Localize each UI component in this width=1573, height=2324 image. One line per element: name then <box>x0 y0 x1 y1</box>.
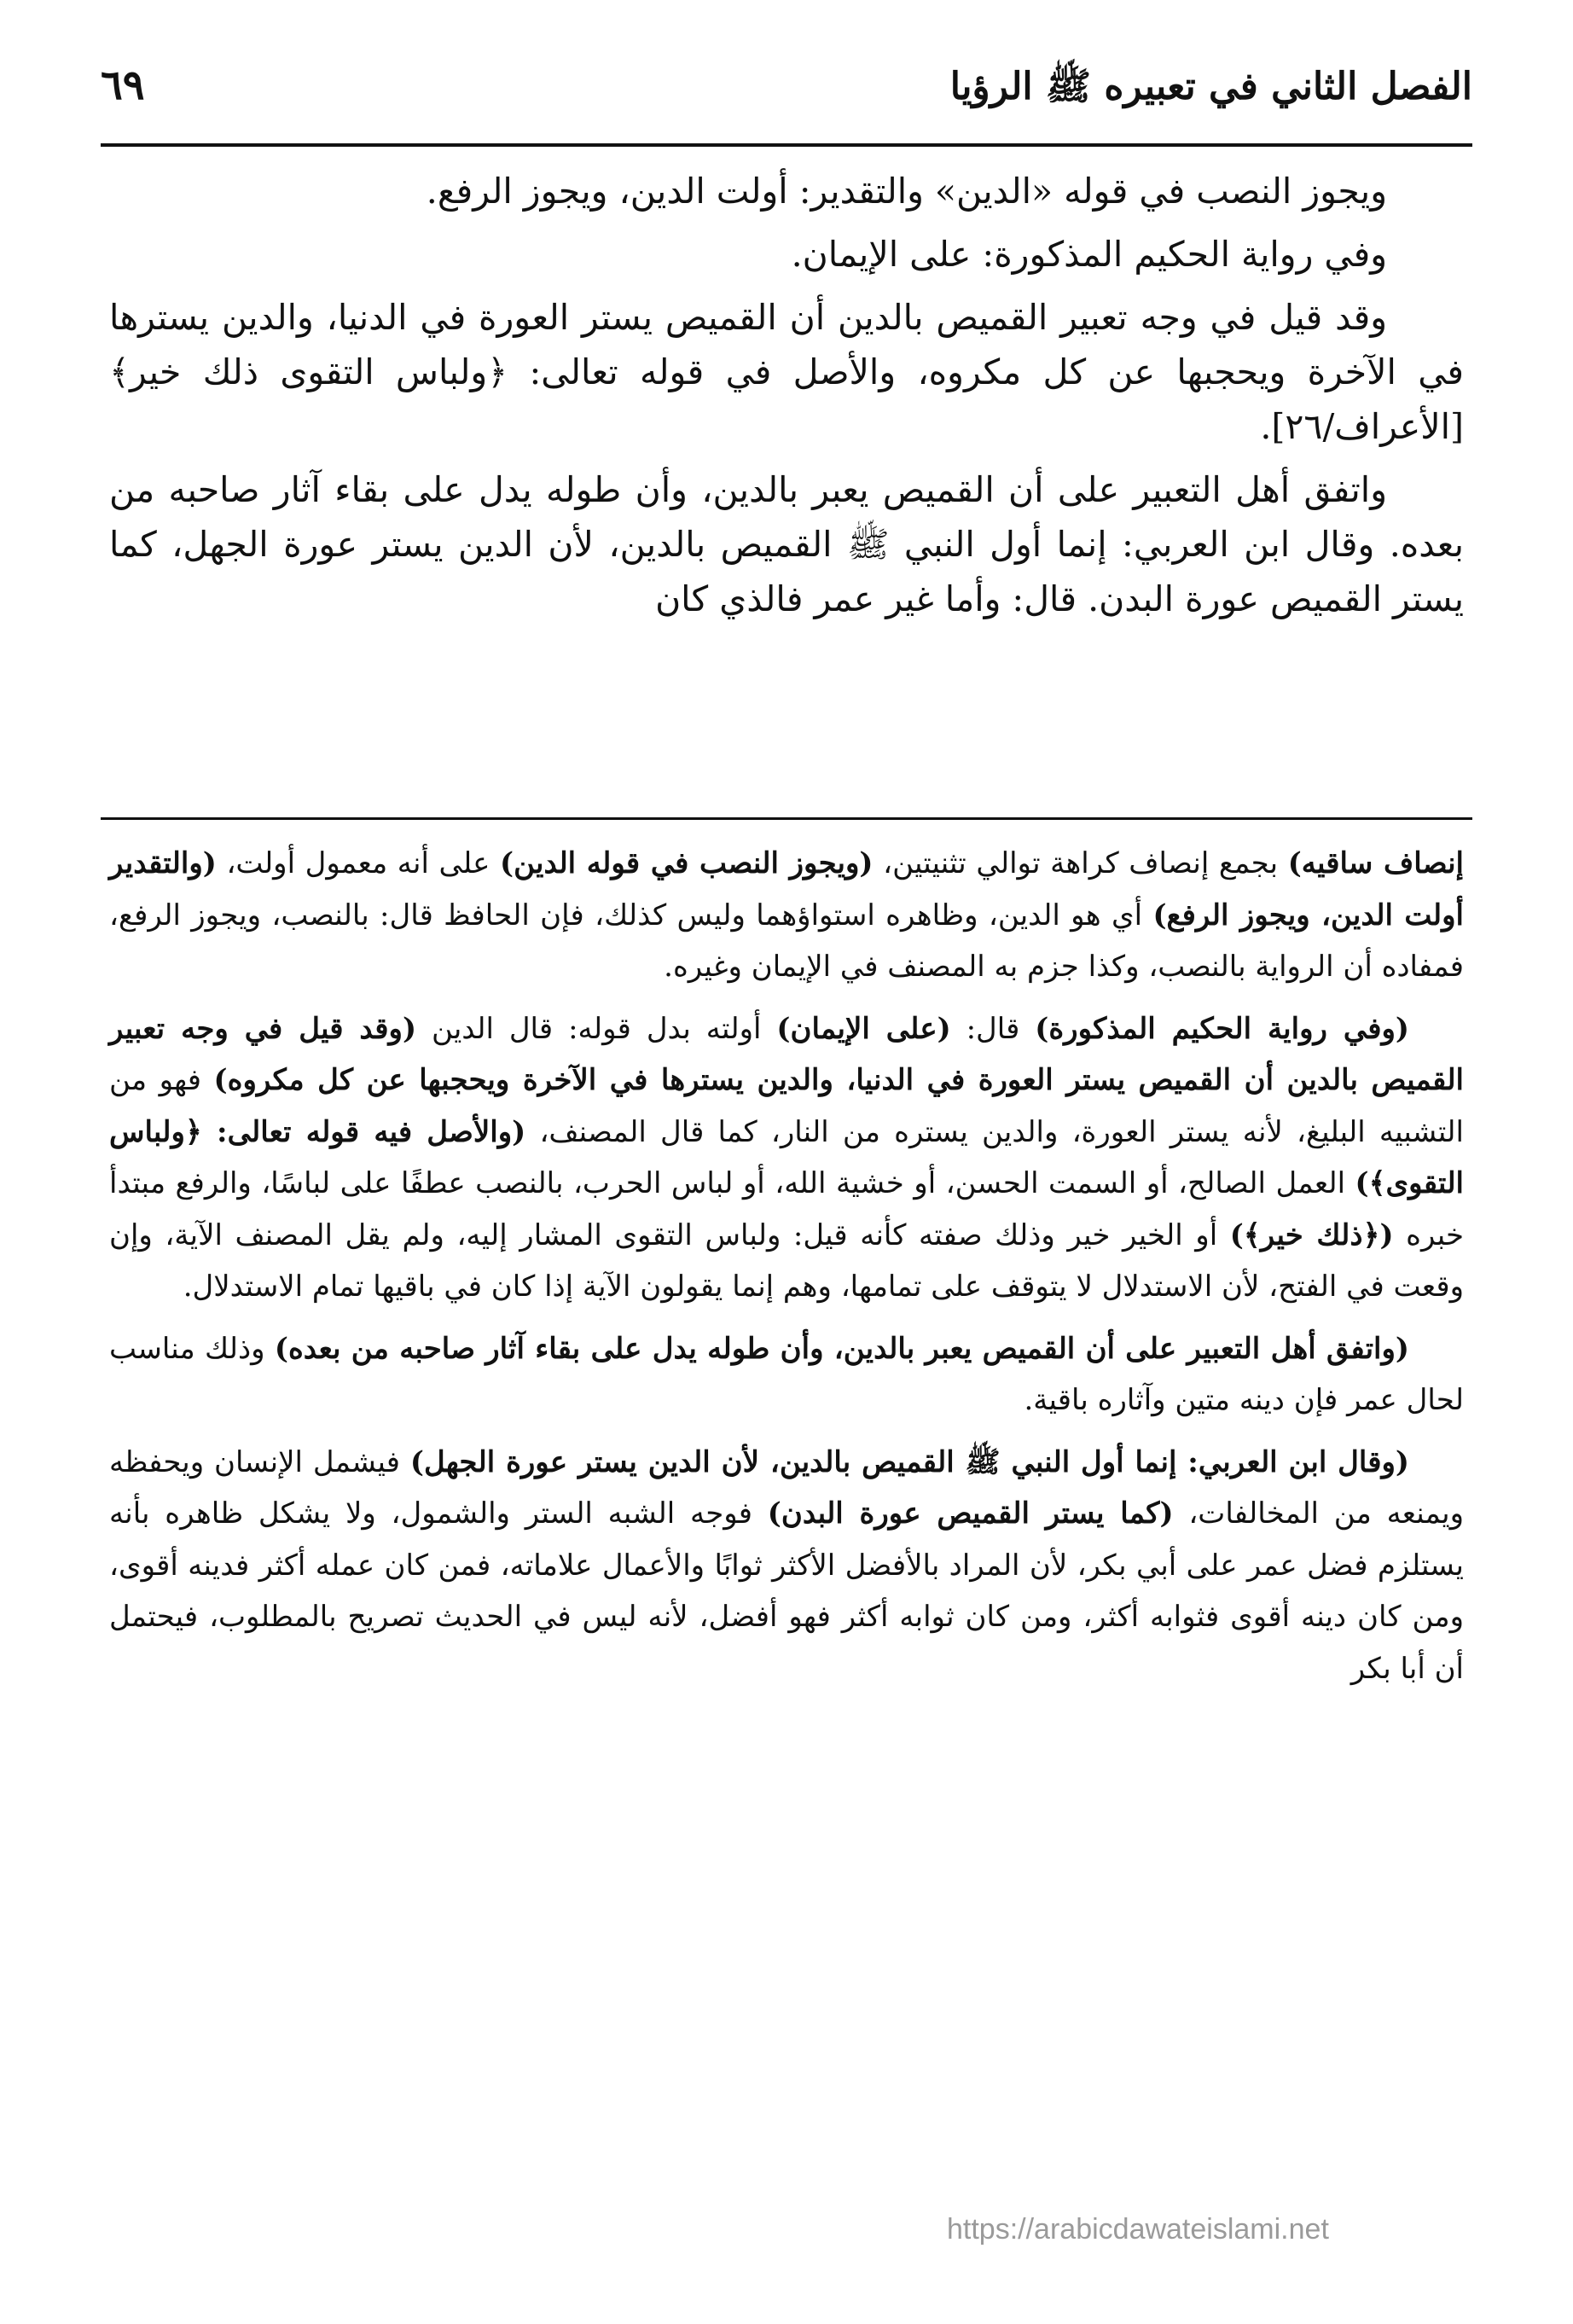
quoted-text: (﴿ذلك خير﴾) <box>1229 1217 1394 1252</box>
commentary-text: فيشمل الإنسان ويحفظه ويمنعه من المخالفات، <box>109 1444 1465 1531</box>
commentary-text: أو الخير خير وذلك صفته كأنه قيل: ولباس التقوى المشار إليه، ولم يقل المصنف الآية، وإن وقعت في الفتح، لأن الاستدلال لا يتوقف على تمامها، وهم إنما يقولون الآية إذا كان في باقيها تمام الاستدلال. <box>109 1217 1464 1304</box>
commentary-text: فوجه الشبه الستر والشمول، ولا يشكل ظاهره بأنه يستلزم فضل عمر على أبي بكر، لأن المراد بالأفضل الأكثر ثوابًا والأعمال علاماته، فمن كان عمله أكثر فدينه أقوى، ومن كان دينه أقوى فثوابه أكثر، ومن كان ثوابه أكثر فهو أفضل، لأنه ليس في الحديث تصريح بالمطلوب، فيحتمل أن أبا بكر <box>109 1496 1464 1686</box>
quoted-text: (ويجوز النصب في قوله الدين) <box>500 846 874 880</box>
main-paragraph: واتفق أهل التعبير على أن القميص يعبر بالدين، وأن طوله يدل على بقاء آثار صاحبه من بعده. وقال ابن العربي: إنما أول النبي ﷺ القميص بالدين، لأن الدين يستر عورة الجهل، كما يستر القميص عورة البدن. قال: وأما غير عمر فالذي كان <box>109 469 1464 619</box>
commentary-text: أي هو الدين، وظاهره استواؤهما وليس كذلك، فإن الحافظ قال: بالنصب، ويجوز الرفع، فمفاده أن الرواية بالنصب، وكذا جزم به المصنف في الإيمان وغيره. <box>109 898 1464 984</box>
header-rule <box>101 143 1472 147</box>
commentary-text: العمل الصالح، أو السمت الحسن، أو خشية الله، أو لباس الحرب، بالنصب عطفًا على لباسًا، والرفع مبتدأ خبره <box>109 1166 1465 1252</box>
watermark-url: https://arabicdawateislami.net <box>947 2213 1329 2246</box>
commentary-text: فهو من التشبيه البليغ، لأنه يستر العورة، والدين يستره من النار، كما قال المصنف، <box>109 1063 1464 1149</box>
quoted-text: (وقد قيل في وجه تعبير القميص بالدين أن القميص يستر العورة في الدنيا، والدين يسترها في الآخرة ويحجبها عن كل مكروه) <box>109 1011 1464 1097</box>
quoted-text: (والتقدير أولت الدين، ويجوز الرفع) <box>109 846 1464 933</box>
footnote-separator <box>101 817 1472 820</box>
commentary-paragraph <box>109 1323 1464 1426</box>
quoted-text: (والأصل فيه قوله تعالى: ﴿ولباس التقوى﴾) <box>109 1114 1464 1200</box>
main-text <box>109 164 1464 635</box>
main-paragraph: ويجوز النصب في قوله «الدين» والتقدير: أولت الدين، ويجوز الرفع. <box>426 171 1387 212</box>
commentary-text: وذلك مناسب لحال عمر فإن دينه متين وآثاره باقية. <box>109 1331 1464 1417</box>
quoted-text: (واتفق أهل التعبير على أن القميص يعبر بالدين، وأن طوله يدل على بقاء آثار صاحبه من بعده) <box>274 1331 1409 1366</box>
quoted-text: (وفي رواية الحكيم المذكورة) <box>1035 1011 1409 1046</box>
commentary-text: أولته بدل قوله: قال الدين <box>416 1011 777 1046</box>
quoted-text: (وقال ابن العربي: إنما أول النبي ﷺ القميص بالدين، لأن الدين يستر عورة الجهل) <box>409 1444 1409 1479</box>
commentary-text: على أنه معمول أولت، <box>216 846 501 880</box>
main-paragraph: وفي رواية الحكيم المذكورة: على الإيمان. <box>791 234 1387 275</box>
page-number: ٦٩ <box>101 61 145 109</box>
commentary-paragraph <box>109 838 1464 993</box>
quoted-text: إنصاف ساقيه) <box>1287 846 1464 880</box>
running-title: الفصل الثاني في تعبيره ﷺ الرؤيا <box>949 65 1472 108</box>
commentary-paragraph <box>109 1437 1464 1695</box>
commentary <box>109 838 1464 1705</box>
quoted-text: (على الإيمان) <box>776 1011 951 1046</box>
commentary-text: بجمع إنصاف كراهة توالي تثنيتين، <box>873 846 1288 880</box>
main-paragraph: وقد قيل في وجه تعبير القميص بالدين أن القميص يستر العورة في الدنيا، والدين يسترها في الآخرة ويحجبها عن كل مكروه، والأصل في قوله تعالى: ﴿ولباس التقوى ذلك خير﴾ [الأعراف/٢٦]. <box>109 297 1464 447</box>
page-header <box>101 58 1472 143</box>
commentary-paragraph <box>109 1003 1464 1313</box>
commentary-text: قال: <box>950 1011 1036 1046</box>
quoted-text: (كما يستر القميص عورة البدن) <box>767 1496 1174 1531</box>
